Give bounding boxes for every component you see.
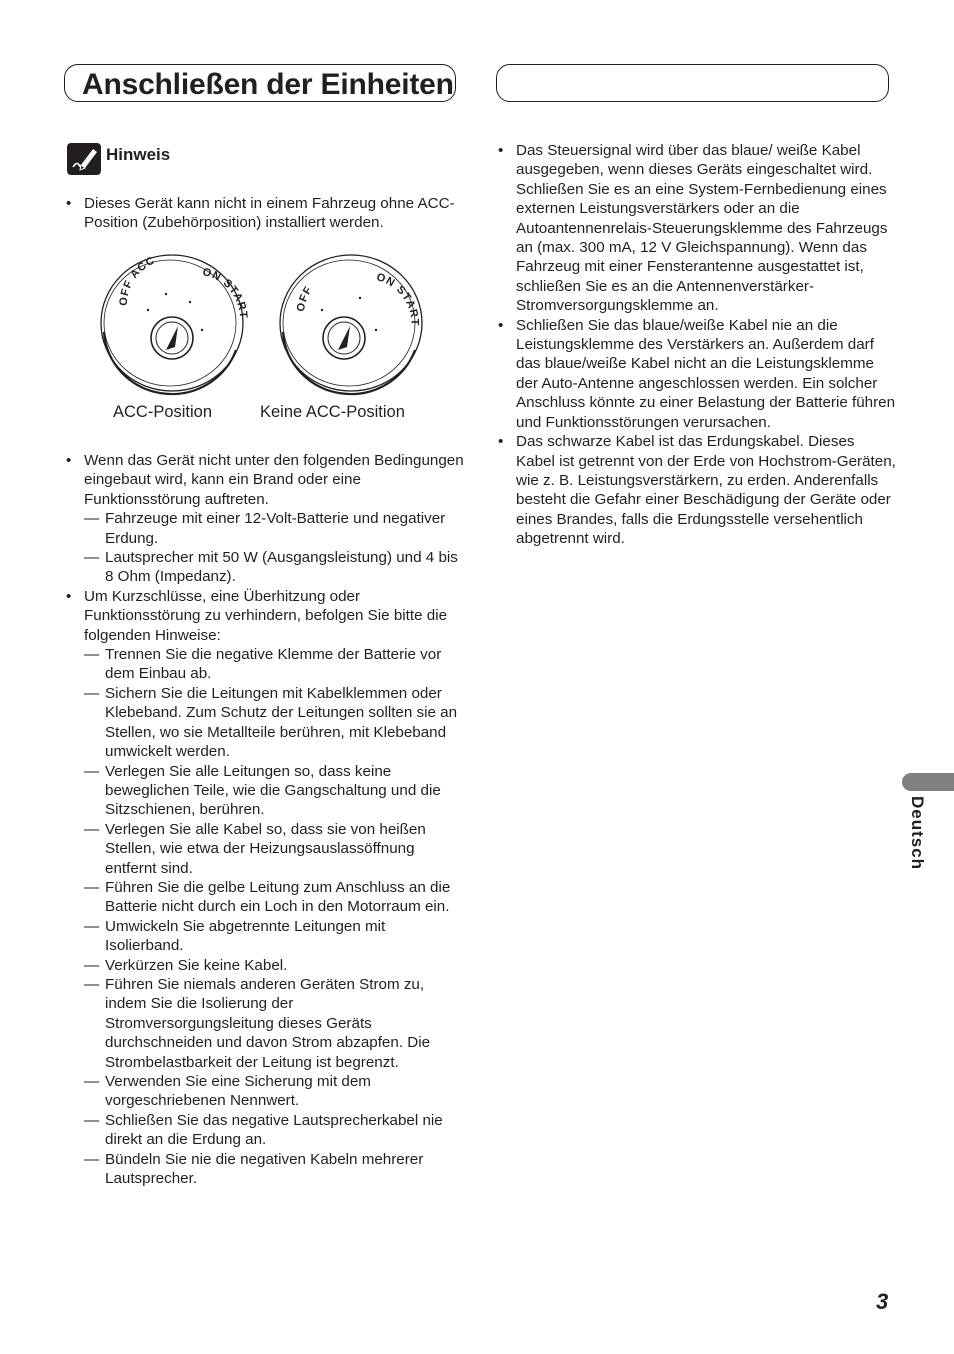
note-title: Hinweis	[106, 145, 171, 164]
note-item: • Dieses Gerät kann nicht in einem Fahrzeug ohne ACC-Position (Zubehörposition) installiert werden.	[65, 194, 465, 233]
dash-item: — Verwenden Sie eine Sicherung mit dem vorgeschriebenen Nennwert.	[84, 1072, 465, 1111]
language-label: Deutsch	[908, 796, 927, 871]
dash-item: — Verlegen Sie alle Leitungen so, dass keine beweglichen Teile, wie die Gangschaltung und die Sitzschienen, berühren.	[84, 762, 465, 820]
language-tab-marker	[902, 773, 954, 791]
dash-item: — Umwickeln Sie abgetrennte Leitungen mit Isolierband.	[84, 917, 465, 956]
bullet-item: • Schließen Sie das blaue/weiße Kabel nie an die Leistungsklemme des Verstärkers an. Außerdem darf das blaue/weiße Kabel nicht an die Leistungsklemme der Auto-Antenne angeschlossen werden. Ein solcher Anschluss könnte zu einer Belastung der Batterie führen und Funktionsstörungen verursachen.	[497, 316, 897, 432]
ignition-switch-figure	[96, 250, 426, 400]
left-column-text	[65, 451, 465, 1188]
switch1-acc-label: ACC	[128, 254, 158, 281]
dash-item: — Fahrzeuge mit einer 12-Volt-Batterie und negativer Erdung.	[84, 509, 465, 548]
switch2-start-label: START	[393, 283, 421, 327]
bullet-item: • Das schwarze Kabel ist das Erdungskabel. Dieses Kabel ist getrennt von der Erde von Hochstrom-Geräten, wie z. B. Leistungsverstärkern, zu erden. Anderenfalls besteht die Gefahr einer Beschädigung der Geräte oder eines Brandes, falls die Erdungsstelle versehentlich abgetrennt wird.	[497, 432, 897, 548]
dash-item: — Sichern Sie die Leitungen mit Kabelklemmen oder Klebeband. Zum Schutz der Leitungen sollten sie an Stellen, wo sie Metallteile berühren, mit Klebeband umwickelt werden.	[84, 684, 465, 762]
switch1-off-label: OFF	[117, 278, 136, 307]
dash-item: — Schließen Sie das negative Lautsprecherkabel nie direkt an die Erdung an.	[84, 1111, 465, 1150]
caption-no-acc-position: Keine ACC-Position	[260, 403, 405, 421]
ignition-switch-acc	[101, 254, 249, 394]
note-block	[65, 194, 465, 233]
page-number: 3	[876, 1289, 889, 1314]
switch1-on-label: ON	[201, 266, 224, 284]
switch1-start-label: START	[220, 277, 250, 320]
right-column-text	[497, 141, 897, 549]
dash-item: — Bündeln Sie nie die negativen Kabeln mehrerer Lautsprecher.	[84, 1150, 465, 1189]
dash-item: — Verkürzen Sie keine Kabel.	[84, 956, 465, 975]
dash-item: — Lautsprecher mit 50 W (Ausgangsleistung) und 4 bis 8 Ohm (Impedanz).	[84, 548, 465, 587]
bullet-text: Um Kurzschlüsse, eine Überhitzung oder Funktionsstörung zu verhindern, befolgen Sie bitte die folgenden Hinweise:	[84, 587, 448, 644]
bullet-item: • Das Steuersignal wird über das blaue/ weiße Kabel ausgegeben, wenn dieses Geräts eingeschaltet wird. Schließen Sie es an eine System-Fernbedienung eines externen Leistungsverstärkers oder an die Autoantennenrelais-Steuerungsklemme des Fahrzeugs an (max. 300 mA, 12 V Gleichspannung). Wenn das Fahrzeug mit einer Fensterantenne ausgestattet ist, schließen Sie es an die Antennenverstärker-Stromversorgungsklemme an.	[497, 141, 897, 316]
ignition-switch-no-acc	[280, 255, 422, 394]
dash-item: — Führen Sie die gelbe Leitung zum Anschluss an die Batterie nicht durch ein Loch in den Motorraum ein.	[84, 878, 465, 917]
page-title: Anschließen der Einheiten	[82, 68, 454, 101]
pencil-note-icon	[67, 143, 101, 175]
bullet-item	[65, 451, 465, 587]
section-header	[64, 64, 456, 102]
empty-header-box	[496, 64, 889, 102]
caption-acc-position: ACC-Position	[113, 403, 213, 421]
bullet-text: Wenn das Gerät nicht unter den folgenden Bedingungen eingebaut wird, kann ein Brand oder eine Funktionsstörung auftreten.	[84, 452, 464, 508]
switch2-off-label: OFF	[294, 283, 316, 313]
dash-item: — Verlegen Sie alle Kabel so, dass sie von heißen Stellen, wie etwa der Heizungsauslassöffnung entfernt sind.	[84, 820, 465, 878]
bullet-item	[65, 587, 465, 1189]
dash-item: — Führen Sie niemals anderen Geräten Strom zu, indem Sie die Isolierung der Stromversorgungsleitung dieses Geräts durchschneiden und davon Strom abzapfen. Die Strombelastbarkeit der Leitung ist begrenzt.	[84, 975, 465, 1072]
dash-item: — Trennen Sie die negative Klemme der Batterie vor dem Einbau ab.	[84, 645, 465, 684]
switch2-on-label: ON	[375, 271, 398, 290]
